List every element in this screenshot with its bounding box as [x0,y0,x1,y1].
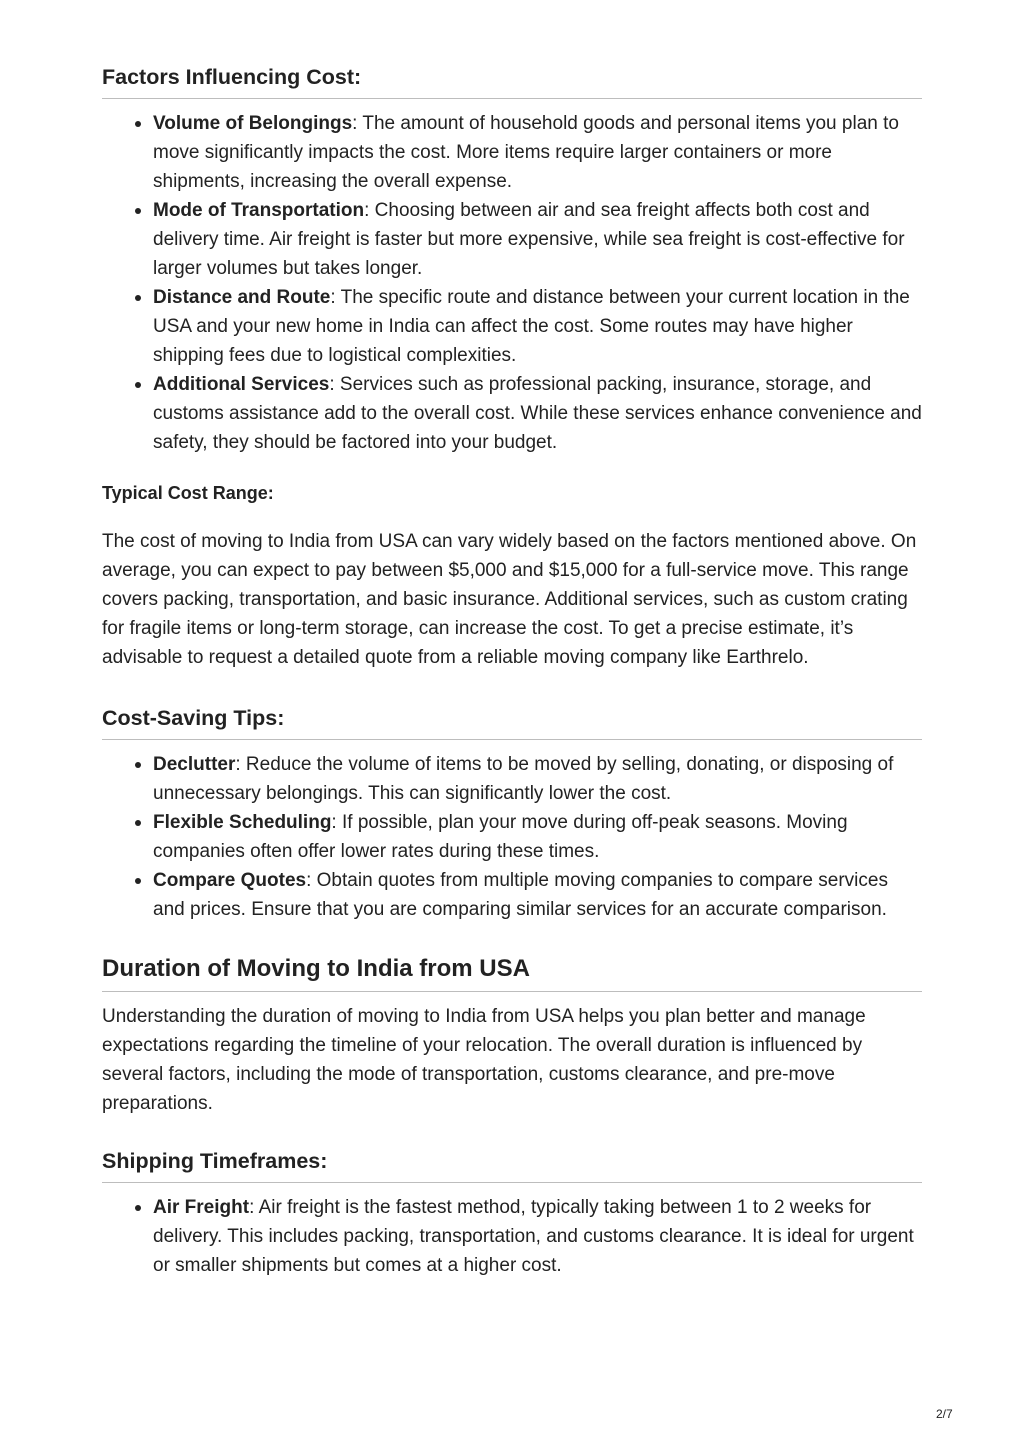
list-item-text: : Choosing between air and sea freight affects both cost and delivery time. Air freight is faster but more expensive, while sea freight is cost-effective for larger volumes but takes longer. [153,200,905,279]
typical-cost-paragraph: The cost of moving to India from USA can vary widely based on the factors mentioned above. On average, you can expect to pay between $5,000 and $15,000 for a full-service move. This range covers packing, transportation, and basic insurance. Additional services, such as custom crating for fragile items or long-term storage, can increase the cost. To get a precise estimate, it’s advisable to request a detailed quote from a reliable moving company like Earthrelo. [102,531,917,668]
list-item-term: Mode of Transportation [153,200,365,221]
list-item-term: Distance and Route [153,287,331,308]
document-page [102,64,922,1280]
list-item-text: : If possible, plan your move during off-peak seasons. Moving companies often offer lower rates during these times. [153,812,848,862]
shipping-list [102,1193,922,1280]
list-item-term: Volume of Belongings [153,113,353,134]
list-item [153,808,922,866]
duration-heading: Duration of Moving to India from USA [102,954,922,992]
list-item [153,196,922,283]
list-item [153,750,922,808]
list-item-term: Air Freight [153,1197,250,1218]
duration-paragraph: Understanding the duration of moving to India from USA helps you plan better and manage expectations regarding the timeline of your relocation. The overall duration is influenced by several factors, including the mode of transportation, customs clearance, and pre-move preparations. [102,1006,866,1114]
list-item-term: Flexible Scheduling [153,812,332,833]
factors-heading: Factors Influencing Cost: [102,64,922,99]
list-item [153,370,922,457]
tips-list [102,750,922,924]
list-item [153,109,922,196]
list-item-text: : Obtain quotes from multiple moving companies to compare services and prices. Ensure that you are comparing similar services for an accurate comparison. [153,870,888,920]
list-item-text: : The specific route and distance between your current location in the USA and your new home in India can affect the cost. Some routes may have higher shipping fees due to logistical complexities. [153,287,910,366]
list-item-text: : Reduce the volume of items to be moved by selling, donating, or disposing of unnecessary belongings. This can significantly lower the cost. [153,754,894,804]
list-item-text: : Air freight is the fastest method, typically taking between 1 to 2 weeks for delivery. This includes packing, transportation, and customs clearance. It is ideal for urgent or smaller shipments but comes at a higher cost. [153,1197,914,1276]
list-item-term: Compare Quotes [153,870,307,891]
list-item-term: Declutter [153,754,236,775]
list-item-text: : Services such as professional packing, insurance, storage, and customs assistance add to the overall cost. While these services enhance convenience and safety, they should be factored into your budget. [153,374,922,453]
list-item-text: : The amount of household goods and personal items you plan to move significantly impacts the cost. More items require larger containers or more shipments, increasing the overall expense. [153,113,899,192]
list-item [153,283,922,370]
page-number: 2/7 [936,1407,953,1421]
factors-list [102,109,922,457]
shipping-heading: Shipping Timeframes: [102,1148,922,1183]
tips-heading: Cost-Saving Tips: [102,705,922,740]
list-item [153,866,922,924]
list-item [153,1193,922,1280]
typical-cost-heading: Typical Cost Range: [102,483,274,503]
list-item-term: Additional Services [153,374,330,395]
